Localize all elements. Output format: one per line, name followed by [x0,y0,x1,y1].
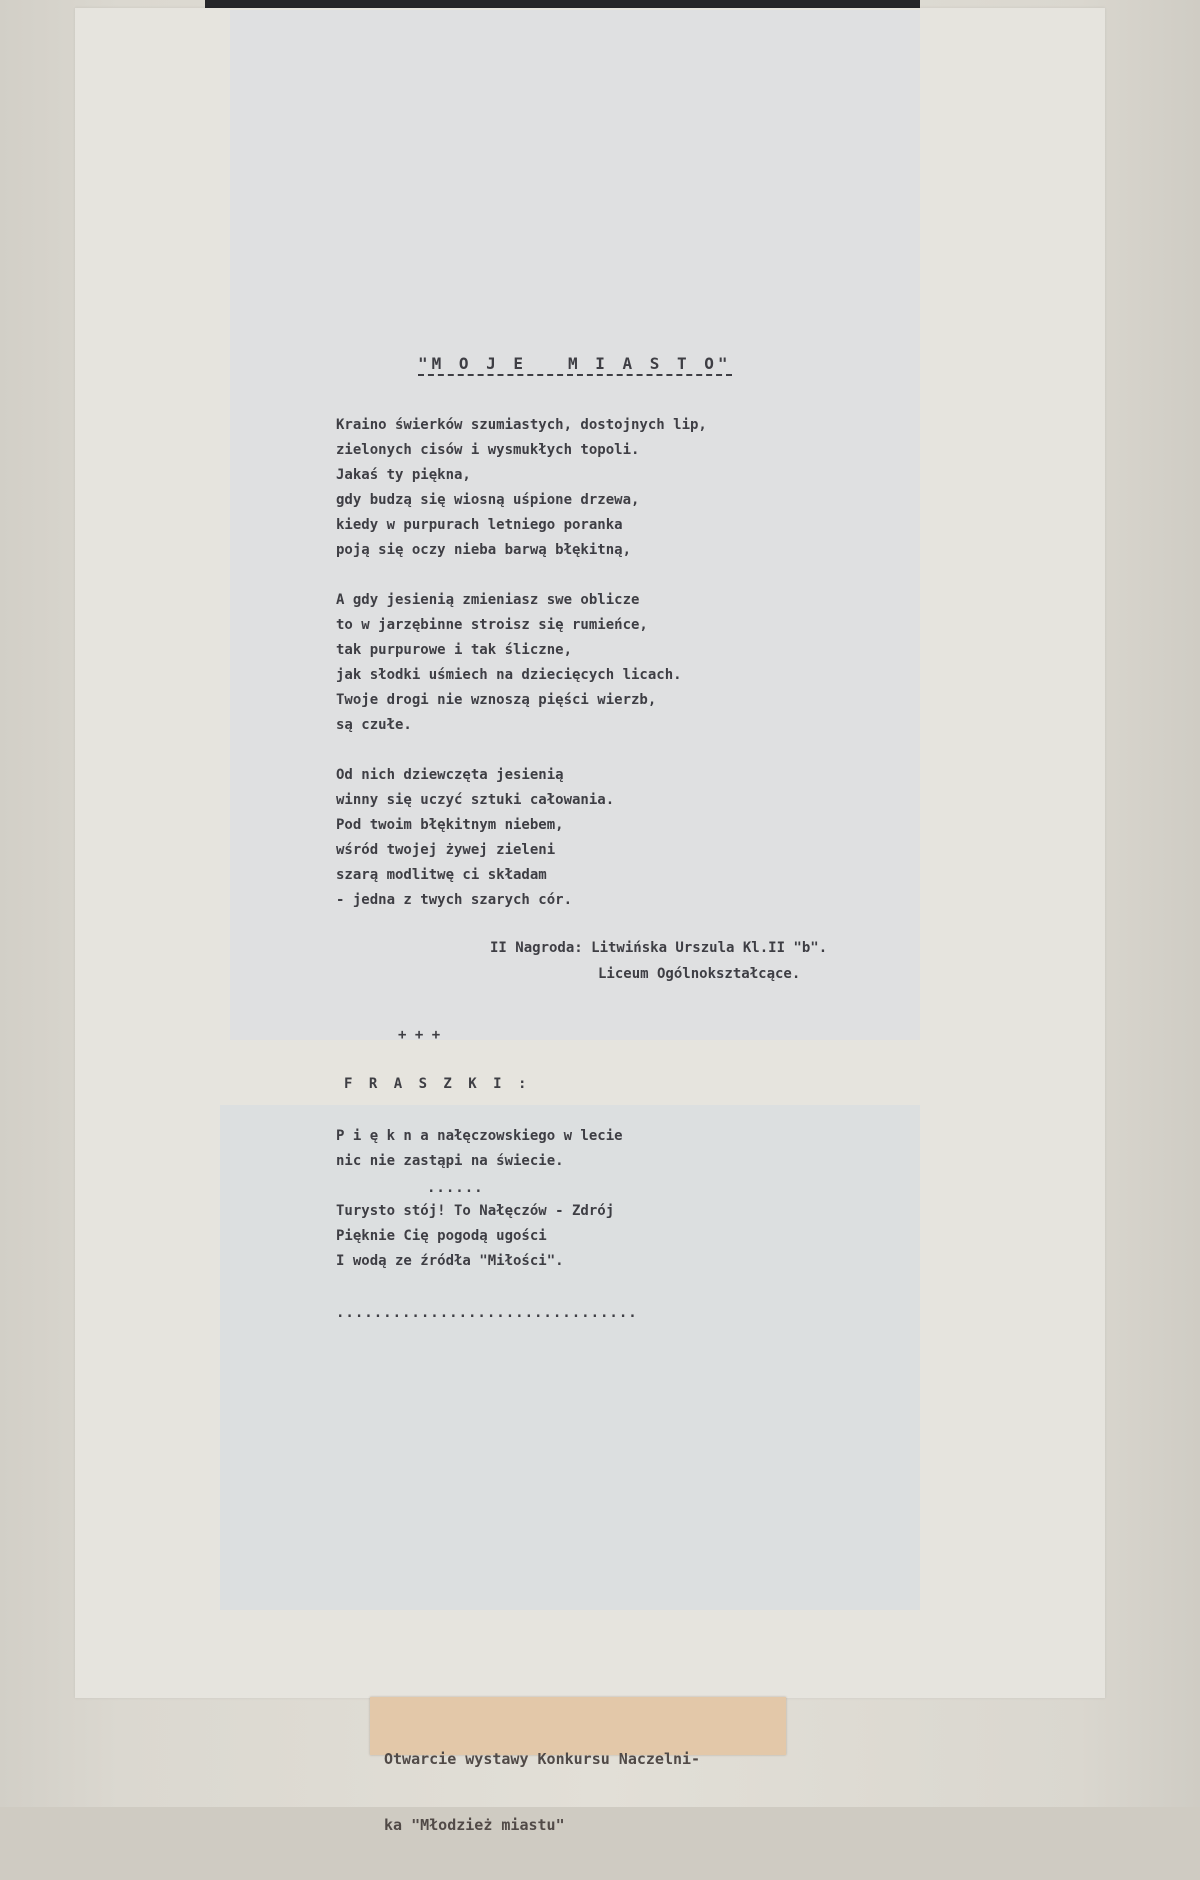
caption-label [370,1697,786,1834]
fraszka-line: I wodą ze źródła "Miłości". [336,1253,564,1269]
school-line: Liceum Ogólnokształcące. [598,966,801,982]
section-separator: + + + [398,1027,441,1043]
fraszka-line: Pięknie Cię pogodą ugości [336,1228,547,1244]
fraszki-heading: F R A S Z K I : [344,1076,531,1092]
poem-line: szarą modlitwę ci składam [336,867,547,883]
poem-line: Pod twoim błękitnym niebem, [336,817,564,833]
poem-line: są czułe. [336,717,412,733]
poem-line: poją się oczy nieba barwą błękitną, [336,542,632,558]
poem-stanza-1 [336,413,707,563]
poem-stanza-3 [336,763,614,913]
fraszka-line: P i ę k n a nałęczowskiego w lecie [336,1128,623,1144]
poem-line: winny się uczyć sztuki całowania. [336,792,615,808]
poem-line: gdy budzą się wiosną uśpione drzewa, [336,492,640,508]
fraszka-line: nic nie zastąpi na świecie. [336,1153,564,1169]
poem-stanza-2 [336,588,682,738]
caption-line: ka "Młodzież miastu" [384,1816,565,1834]
award-line: II Nagroda: Litwińska Urszula Kl.II "b". [490,940,828,956]
fraszka-separator: ...... [427,1180,484,1196]
poem-line: kiedy w purpurach letniego poranka [336,517,623,533]
poem-line: zielonych cisów i wysmukłych topoli. [336,442,640,458]
caption-text [384,1704,700,1880]
poem-line: - jedna z twych szarych cór. [336,892,573,908]
end-dotted-line: ................................ [336,1305,638,1321]
poem-line: Jakaś ty piękna, [336,467,471,483]
fraszka-2 [336,1199,614,1274]
caption-line: Otwarcie wystawy Konkursu Naczelni- [384,1750,701,1768]
fraszka-line: Turysto stój! To Nałęczów - Zdrój [336,1203,615,1219]
poem-line: A gdy jesienią zmieniasz swe oblicze [336,592,640,608]
poem-line: to w jarzębinne stroisz się rumieńce, [336,617,648,633]
fraszka-1 [336,1124,623,1174]
poem-line: wśród twojej żywej zieleni [336,842,556,858]
poem-line: Twoje drogi nie wznoszą pięści wierzb, [336,692,657,708]
poem-line: Od nich dziewczęta jesienią [336,767,564,783]
poem-line: Kraino świerków szumiastych, dostojnych lip, [336,417,707,433]
poem-line: jak słodki uśmiech na dziecięcych licach. [336,667,682,683]
poem-title: "M O J E M I A S T O" [418,354,732,376]
poem-line: tak purpurowe i tak śliczne, [336,642,573,658]
